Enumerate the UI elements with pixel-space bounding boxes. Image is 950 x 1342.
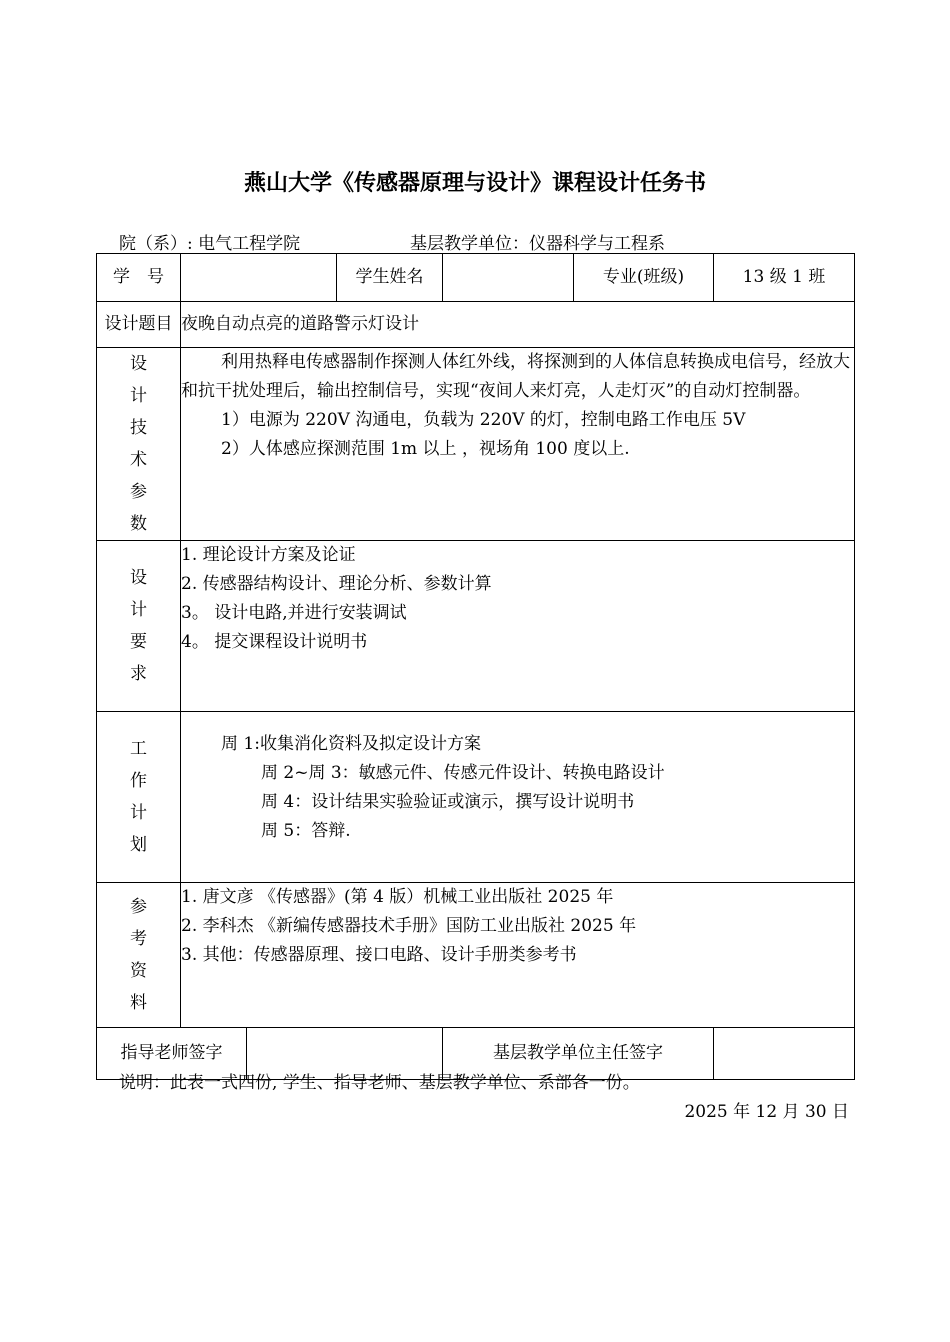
student-name-field[interactable]: [443, 254, 574, 302]
requirement-item: 3。 设计电路,并进行安装调试: [181, 603, 407, 623]
requirement-item: 4。 提交课程设计说明书: [181, 632, 368, 652]
label-char: 计: [130, 803, 147, 823]
work-plan-week2-3: 周 2~周 3：敏感元件、传感元件设计、转换电路设计: [261, 763, 665, 783]
work-plan-content: [181, 712, 855, 883]
references-row: [97, 883, 855, 1028]
tech-params-content: [181, 348, 855, 541]
major-label: 专业(班级): [574, 254, 714, 302]
label-char: 划: [130, 835, 147, 855]
work-plan-week1: 周 1:收集消化资料及拟定设计方案: [221, 734, 481, 754]
label-char: 工: [130, 739, 147, 759]
task-form-table: [96, 253, 855, 1080]
label-char: 考: [130, 929, 147, 949]
label-char: 作: [130, 771, 147, 791]
label-char: 参: [130, 482, 147, 502]
student-id-field[interactable]: [181, 254, 337, 302]
design-topic-row: [97, 302, 855, 348]
student-name-label: 学生姓名: [337, 254, 443, 302]
label-char: 参: [130, 897, 147, 917]
label-char: 数: [130, 514, 147, 534]
document-date: 2025 年 12 月 30 日: [684, 1102, 849, 1122]
footer-note: 说明：此表一式四份, 学生、指导老师、基层教学单位、系部各一份。: [119, 1073, 640, 1093]
head-signature-field[interactable]: [714, 1028, 855, 1080]
design-topic-label: 设计题目: [97, 302, 181, 348]
base-unit-text: 基层教学单位：仪器科学与工程系: [410, 234, 665, 254]
work-plan-week5: 周 5：答辩.: [261, 821, 351, 841]
requirements-row: [97, 541, 855, 712]
work-plan-row: [97, 712, 855, 883]
header-line: [119, 229, 839, 254]
label-char: 技: [130, 418, 147, 438]
label-char: 求: [130, 664, 147, 684]
student-id-label: 学 号: [97, 254, 181, 302]
tech-params-row: [97, 348, 855, 541]
label-char: 术: [130, 450, 147, 470]
references-label: [97, 883, 181, 1028]
design-topic-value: 夜晚自动点亮的道路警示灯设计: [181, 302, 855, 348]
label-char: 设: [130, 354, 147, 374]
references-content: [181, 883, 855, 1028]
advisor-signature-label: 指导老师签字: [97, 1028, 247, 1080]
department-text: 院（系）: 电气工程学院: [119, 234, 301, 254]
label-char: 计: [130, 386, 147, 406]
label-char: 计: [130, 600, 147, 620]
requirement-item: 2. 传感器结构设计、理论分析、参数计算: [181, 574, 492, 594]
reference-item: 3. 其他：传感器原理、接口电路、设计手册类参考书: [181, 945, 577, 965]
head-signature-label: 基层教学单位主任签字: [443, 1028, 714, 1080]
label-char: 要: [130, 632, 147, 652]
student-info-row: [97, 254, 855, 302]
requirement-item: 1. 理论设计方案及论证: [181, 545, 356, 565]
label-char: 料: [130, 993, 147, 1013]
label-char: 设: [130, 568, 147, 588]
requirements-content: [181, 541, 855, 712]
reference-item: 1. 唐文彦 《传感器》(第 4 版）机械工业出版社 2025 年: [181, 887, 614, 907]
tech-params-label: [97, 348, 181, 541]
work-plan-label: [97, 712, 181, 883]
work-plan-week4: 周 4：设计结果实验验证或演示，撰写设计说明书: [261, 792, 635, 812]
reference-item: 2. 李科杰 《新编传感器技术手册》国防工业出版社 2025 年: [181, 916, 637, 936]
major-value: 13 级 1 班: [714, 254, 855, 302]
document-title: 燕山大学《传感器原理与设计》课程设计任务书: [243, 171, 706, 196]
tech-params-item-1: 1）电源为 220V 沟通电，负载为 220V 的灯，控制电路工作电压 5V: [221, 410, 746, 430]
requirements-label: [97, 541, 181, 712]
label-char: 资: [130, 961, 147, 981]
tech-params-paragraph: 利用热释电传感器制作探测人体红外线，将探测到的人体信息转换成电信号，经放大和抗干扰处理后，输出控制信号，实现“夜间人来灯亮，人走灯灭”的自动灯控制器。: [181, 352, 850, 401]
tech-params-item-2: 2）人体感应探测范围 1m 以上 ，视场角 100 度以上.: [221, 439, 630, 459]
